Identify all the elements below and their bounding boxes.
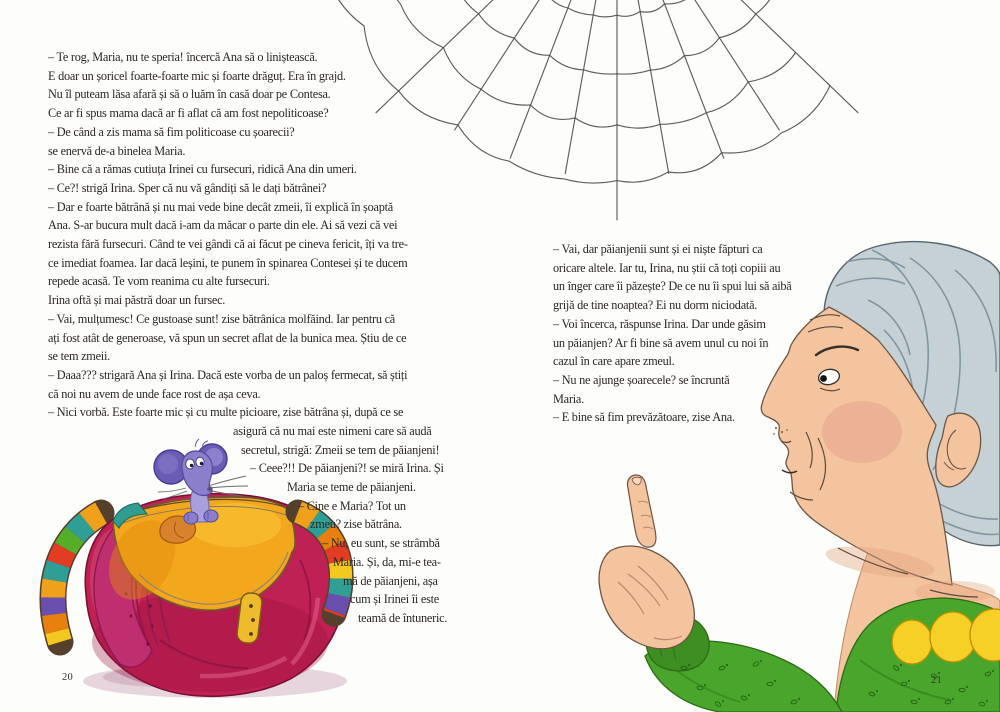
sweater-speckle-dot: [938, 672, 940, 674]
page-number-right: 21: [931, 675, 943, 686]
page-number-left: 20: [62, 672, 74, 683]
web-line: [565, 0, 613, 173]
sweater-speckle-dot: [760, 660, 762, 662]
story-line: – Daaa??? strigară Ana și Irina. Dacă este vorba de un paloș fermecat, să știți: [48, 367, 408, 382]
story-line: ce imediat foamea. Iar dacă leșini, te punem în spinarea Contesei și te ducem: [48, 255, 408, 270]
web-line: [434, 0, 780, 74]
story-line: cazul în care apare zmeul.: [553, 354, 675, 369]
story-line-wrapped: teamă de întuneric.: [358, 611, 448, 625]
story-line: – Voi încerca, răspunse Irina. Dar unde găsim: [553, 316, 766, 331]
web-line: [628, 0, 779, 130]
story-line-wrapped: secretul, strigă: Zmeii se tem de păianjeni!: [241, 443, 440, 457]
sweater-speckle-dot: [986, 700, 988, 702]
story-line: repede acasă. Te vom reanima cu alte fursecuri.: [48, 274, 270, 289]
sweater-speckle-dot: [900, 664, 902, 666]
left-page-text: [48, 48, 408, 422]
story-line: Maria.: [553, 391, 584, 406]
sweater-speckle-dot: [918, 698, 920, 700]
story-line: Irina oftă și mai păstră doar un fursec.: [48, 293, 226, 308]
story-line-wrapped: – Ceee?!! De păianjeni?! se miră Irina. Și: [250, 461, 444, 475]
web-line: [510, 0, 610, 158]
story-line-wrapped: cum și Irinei îi este: [350, 592, 440, 606]
fist: [599, 546, 694, 649]
story-line-wrapped: Maria se teme de păianjeni.: [287, 480, 416, 494]
story-line: un păianjen? Ar fi bine să avem unul cu noi în: [553, 335, 769, 350]
story-line: se enervă de-a binelea Maria.: [48, 143, 186, 158]
story-line: – Dar e foarte bătrână și nu mai vede bine decât zmeii, îi explică în șoaptă: [48, 199, 393, 214]
sweater-speckle-dot: [722, 700, 724, 702]
story-line: – Vai, dar păianjenii sunt și ei niște făpturi ca: [553, 242, 763, 256]
sweater-speckle-dot: [966, 686, 968, 688]
story-line-wrapped: asigură că nu mai este nimeni care să audă: [233, 424, 432, 438]
web-line: [485, 0, 736, 17]
web-line: [455, 0, 606, 130]
right-page-text: [553, 240, 791, 427]
story-line: oricare altele. Iar tu, Irina, nu știi că toți copiii au: [553, 260, 781, 275]
sweater-speckle-dot: [876, 690, 878, 692]
pointing-finger: [627, 475, 655, 547]
sweater-speckle-dot: [726, 664, 728, 666]
story-line: grijă de tine noaptea? Ei nu dorm niciodată.: [553, 298, 758, 313]
web-line: [385, 0, 795, 128]
sweater-speckle-dot: [774, 680, 776, 682]
story-line: un înger care îi păzește? De ce nu îi spui lui să aibă: [553, 279, 792, 294]
sweater-speckle-dot: [798, 698, 800, 700]
story-line: Ce ar fi spus mama dacă ar fi aflat că am fost nepoliticoase?: [48, 106, 329, 121]
sweater-speckle-dot: [952, 698, 954, 700]
story-line: Nu îl puteam lăsa afară și să o luăm în casă doar pe Contesa.: [48, 87, 331, 102]
story-line: – Nici vorbă. Este foarte mic și cu multe picioare, zise bătrâna și, după ce se: [48, 405, 404, 420]
mouse-ear-left-inner: [158, 454, 178, 474]
story-line: – Ce?! strigă Irina. Sper că nu vă gândiți să le dați bătrânei?: [48, 180, 327, 195]
cheek-blush: [822, 401, 902, 463]
story-line-wrapped: Maria. Și, da, mi-e tea-: [333, 555, 441, 569]
story-line: – E bine să fim prevăzătoare, zise Ana.: [553, 410, 735, 425]
story-line-wrapped: zmeu? zise bătrâna.: [310, 517, 402, 531]
mouse-paw-left: [184, 512, 198, 524]
story-line: – De când a zis mama să fim politicoase cu șoarecii?: [48, 124, 295, 139]
story-line: rezista fără fursecuri. Când te vei gândi că ai făcut pe cineva fericit, îți va tre-: [48, 237, 408, 252]
sweater-speckle-dot: [992, 670, 994, 672]
story-line: – Vai, mulțumesc! Ce gustoase sunt! zise bătrânica molfăind. Iar pentru că: [48, 311, 395, 326]
sweater-speckle-dot: [688, 664, 690, 666]
story-line: Ana. S-ar bucura mult dacă i-am da măcar o parte din ele. Ai să vezi că vei: [48, 218, 398, 233]
sweater-speckle-dot: [704, 684, 706, 686]
story-line: – Bine că a rămas cutiuța Irinei cu fursecuri, ridică Ana din umeri.: [48, 162, 357, 177]
story-line-wrapped: – Nu, eu sunt, se strâmbă: [322, 536, 440, 550]
story-line: ați fost atât de generoase, vă spun un secret aflat de la bunica mea. Știu de ce: [48, 330, 407, 345]
story-line-wrapped: mă de păianjeni, așa: [343, 574, 438, 588]
story-line: – Nu ne ajunge șoarecele? se încruntă: [553, 372, 730, 387]
story-line: E doar un șoricel foarte-foarte mic și foarte drăguț. Era în grajd.: [48, 68, 346, 83]
mouse-paw-right: [204, 510, 218, 522]
story-line: că noi nu avem de unde face rost de așa ceva.: [48, 386, 261, 401]
story-line: – Te rog, Maria, nu te speria! încercă Ana să o liniștească.: [48, 50, 318, 64]
sweater-speckle-dot: [748, 694, 750, 696]
sweater-speckle-dot: [908, 680, 910, 682]
story-line: se tem zmeii.: [48, 349, 110, 364]
web-line: [624, 0, 724, 158]
web-line: [620, 0, 668, 173]
story-line-wrapped: – Cine e Maria? Tot un: [298, 499, 406, 513]
